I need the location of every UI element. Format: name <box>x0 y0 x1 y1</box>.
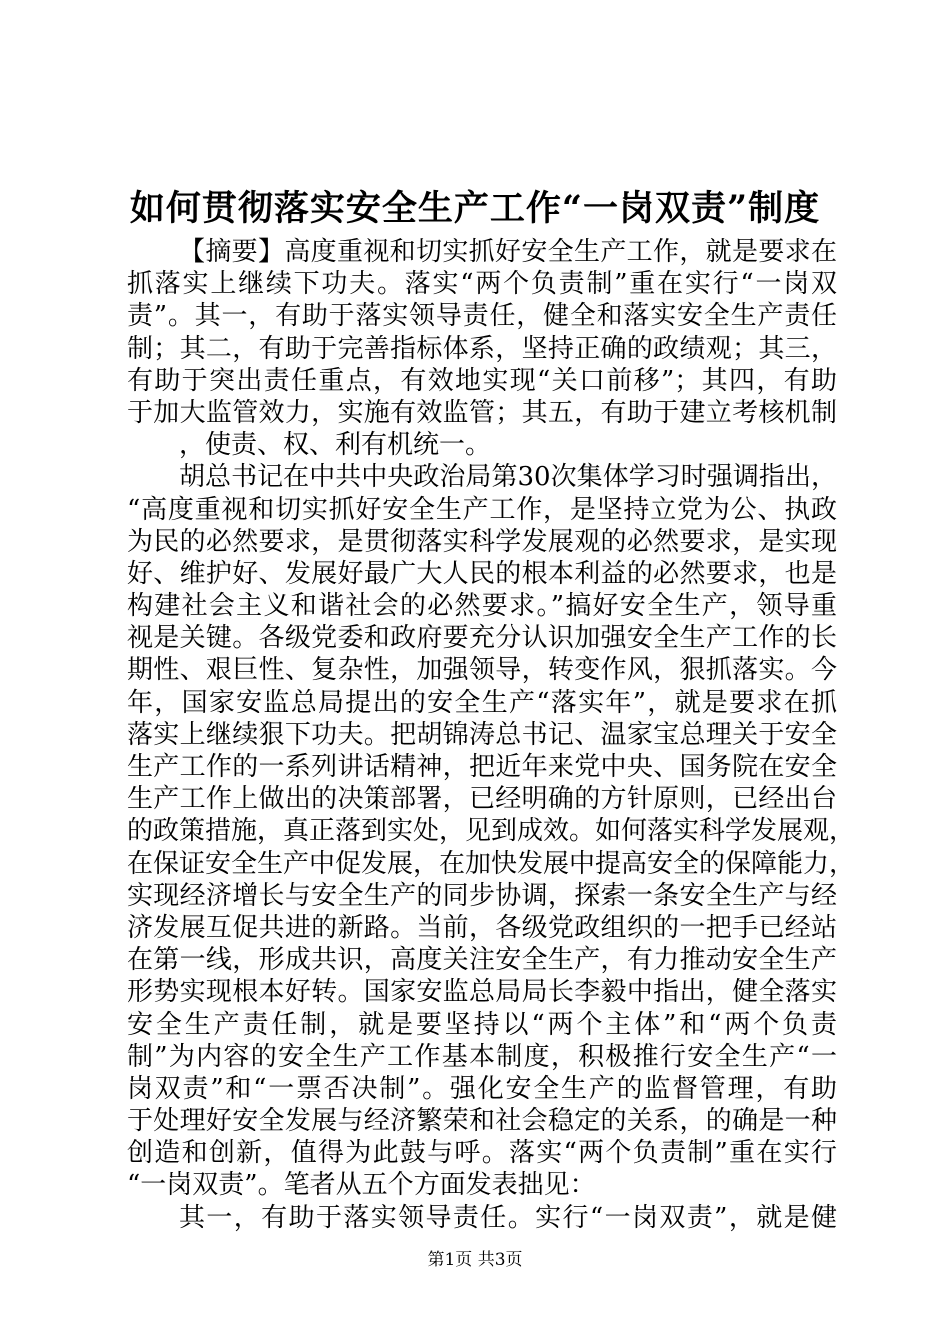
text-line: 生产工作上做出的决策部署，已经明确的方针原则，已经出台 <box>127 784 837 815</box>
text-line: 于处理好安全发展与经济繁荣和社会稳定的关系，的确是一种 <box>127 1106 837 1137</box>
text-line: 济发展互促共进的新路。当前，各级党政组织的一把手已经站 <box>127 912 837 943</box>
text-line: 抓落实上继续下功夫。落实“两个负责制”重在实行“一岗双 <box>127 269 837 300</box>
text-line: 生产工作的一系列讲话精神，把近年来党中央、国务院在安全 <box>127 752 837 782</box>
text-line: 在第一线，形成共识，高度关注安全生产，有力推动安全生产 <box>127 945 837 976</box>
text-line: 的政策措施，真正落到实处，见到成效。如何落实科学发展观， <box>127 816 856 847</box>
page-footer: 第1页 共3页 <box>427 1250 523 1270</box>
text-line: 责”。其一，有助于落实领导责任，健全和落实安全生产责任 <box>127 301 837 332</box>
text-line: “一岗双责”。笔者从五个方面发表拙见： <box>127 1170 596 1201</box>
text-line: “高度重视和切实抓好安全生产工作，是坚持立党为公、执政 <box>127 494 837 525</box>
text-line: 胡总书记在中共中央政治局第30次集体学习时强调指出， <box>179 462 837 493</box>
text-line: 好、维护好、发展好最广大人民的根本利益的必然要求，也是 <box>127 558 837 589</box>
text-line: 岗双责”和“一票否决制”。强化安全生产的监督管理，有助 <box>127 1073 837 1104</box>
text-line: 年，国家安监总局提出的安全生产“落实年”，就是要求在抓 <box>127 687 837 718</box>
text-line: 制；其二，有助于完善指标体系，坚持正确的政绩观；其三， <box>127 333 837 364</box>
text-line: 制”为内容的安全生产工作基本制度，积极推行安全生产“一 <box>127 1041 837 1072</box>
text-line: 视是关键。各级党委和政府要充分认识加强安全生产工作的长 <box>127 623 837 654</box>
text-line: 形势实现根本好转。国家安监总局局长李毅中指出，健全落实 <box>127 977 837 1008</box>
text-line: 落实上继续狠下功夫。把胡锦涛总书记、温家宝总理关于安全 <box>127 719 837 750</box>
page-title: 如何贯彻落实安全生产工作“一岗双责”制度 <box>129 188 821 229</box>
text-line: 其一，有助于落实领导责任。实行“一岗双责”，就是健 <box>179 1202 837 1233</box>
text-line: 于加大监管效力，实施有效监管；其五，有助于建立考核机制 <box>127 397 837 428</box>
text-line: 在保证安全生产中促发展，在加快发展中提高安全的保障能力， <box>127 848 856 879</box>
text-line: 有助于突出责任重点，有效地实现“关口前移”；其四，有助 <box>127 365 837 396</box>
text-line: 为民的必然要求，是贯彻落实科学发展观的必然要求，是实现 <box>127 526 837 557</box>
text-line: 期性、艰巨性、复杂性，加强领导，转变作风，狠抓落实。今 <box>127 655 837 686</box>
text-line: 构建社会主义和谐社会的必然要求。”搞好安全生产，领导重 <box>127 591 837 622</box>
text-line: 创造和创新，值得为此鼓与呼。落实“两个负责制”重在实行 <box>127 1138 837 1169</box>
text-line: 【摘要】高度重视和切实抓好安全生产工作，就是要求在 <box>179 237 837 267</box>
document-body <box>127 236 856 1234</box>
text-line: 实现经济增长与安全生产的同步协调，探索一条安全生产与经 <box>127 880 837 911</box>
text-line: ，使责、权、利有机统一。 <box>179 430 492 461</box>
text-line: 安全生产责任制，就是要坚持以“两个主体”和“两个负责 <box>127 1009 837 1040</box>
